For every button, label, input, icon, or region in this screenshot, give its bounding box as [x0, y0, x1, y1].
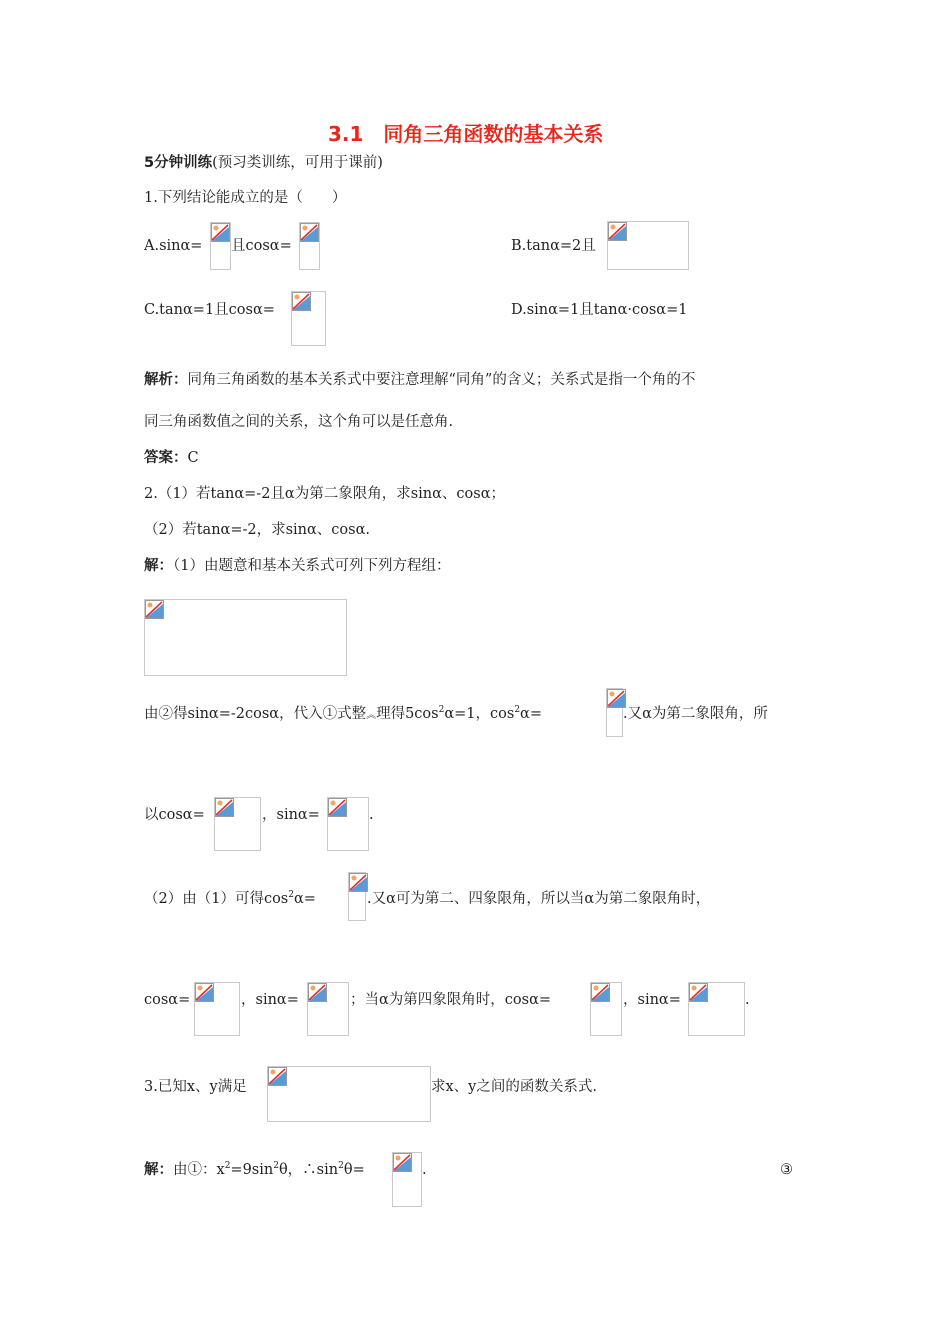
solution-label: 解： [144, 558, 173, 574]
solution-line-4d: ，sinα= [623, 992, 681, 1008]
text: （2）由（1）可得cos [144, 891, 289, 907]
option-b-part1: B.tanα=2且 [511, 238, 596, 254]
solution-3-label: 解： [144, 1162, 173, 1178]
section-heading [144, 153, 383, 173]
solution-3-end: . [422, 1162, 427, 1178]
option-c-part1: C.tanα=1且cosα= [144, 302, 275, 318]
solution-line-1 [144, 704, 542, 726]
broken-image-icon [292, 292, 311, 311]
text: 理得5cos [376, 706, 439, 722]
broken-image-icon [195, 983, 214, 1002]
broken-image-icon [591, 983, 610, 1002]
text: θ= [343, 1162, 365, 1178]
formula-image [194, 982, 240, 1036]
solution-line-1-end: .又α为第二象限角，所 [623, 706, 768, 722]
formula-image [606, 688, 623, 737]
broken-image-icon [608, 222, 627, 241]
section-label: 5分钟训练 [144, 155, 213, 171]
question-2-part-2: （2）若tanα=-2，求sinα、cosα. [144, 522, 371, 538]
formula-image [214, 797, 261, 851]
formula-image [291, 291, 326, 346]
broken-image-icon [211, 223, 230, 242]
broken-image-icon [349, 873, 368, 892]
solution-line-4b: ，sinα= [241, 992, 299, 1008]
equation-number: ③ [780, 1162, 793, 1178]
solution-line-4c: ；当α为第四象限角时，cosα= [350, 992, 552, 1008]
formula-image [327, 797, 369, 851]
broken-image-icon [300, 223, 319, 242]
formula-image [210, 222, 231, 270]
analysis-line-1 [144, 370, 695, 390]
superscript: 2 [438, 705, 445, 716]
solution-intro-text: （1）由题意和基本关系式可列下列方程组： [173, 558, 451, 574]
broken-image-icon [689, 983, 708, 1002]
option-d: D.sinα=1且tanα·cosα=1 [511, 302, 688, 318]
formula-image [299, 222, 320, 270]
section-note: (预习类训练，可用于课前) [212, 155, 383, 171]
solution-line-4a: cosα= [144, 992, 191, 1008]
text: =9sin [230, 1162, 274, 1178]
broken-image-icon [308, 983, 327, 1002]
glyph: ︽ [366, 710, 377, 721]
superscript: 2 [273, 1161, 279, 1172]
superscript: 2 [338, 1161, 344, 1172]
broken-image-icon [215, 798, 234, 817]
text: α= [520, 706, 542, 722]
text: 由②得sinα=-2cosα，代入①式整 [144, 706, 367, 722]
solution-3-line [144, 1160, 365, 1180]
answer-label: 答案： [144, 450, 188, 466]
formula-image [688, 982, 745, 1036]
broken-image-icon [268, 1067, 287, 1086]
superscript: 2 [224, 1161, 231, 1172]
formula-image [348, 872, 366, 921]
text: α=1，cos [444, 706, 515, 722]
superscript: 2 [288, 890, 294, 901]
formula-image [392, 1152, 422, 1207]
solution-intro [144, 556, 450, 576]
answer-value: C [187, 450, 199, 466]
formula-image [590, 982, 622, 1036]
broken-image-icon [145, 600, 164, 619]
solution-line-2c: . [369, 807, 374, 823]
text: θ，∴sin [278, 1162, 339, 1178]
text: 由①：x [173, 1162, 225, 1178]
question-3-part-2: 求x、y之间的函数关系式. [431, 1079, 597, 1095]
question-1-stem: 1.下列结论能成立的是（ ） [144, 190, 347, 206]
page-title: 3.1 同角三角函数的基本关系 [328, 122, 604, 146]
solution-line-3-end: .又α可为第二、四象限角，所以当α为第二象限角时， [367, 891, 711, 907]
solution-line-2b: ，sinα= [262, 807, 320, 823]
analysis-label: 解析： [144, 372, 188, 388]
question-2-part-1: 2.（1）若tanα=-2且α为第二象限角，求sinα、cosα； [144, 486, 506, 502]
equation-system-image [144, 599, 347, 676]
text: α= [293, 891, 316, 907]
solution-line-4e: . [745, 992, 750, 1008]
broken-image-icon [393, 1153, 412, 1172]
analysis-text-1: 同角三角函数的基本关系式中要注意理解“同角”的含义；关系式是指一个角的不 [187, 372, 696, 388]
option-a-part2: 且cosα= [231, 238, 292, 254]
superscript: 2 [514, 705, 521, 716]
option-a-part1: A.sinα= [144, 238, 203, 254]
broken-image-icon [328, 798, 347, 817]
solution-line-2a: 以cosα= [144, 807, 205, 823]
analysis-line-2: 同三角函数值之间的关系，这个角可以是任意角. [144, 414, 454, 430]
answer-line [144, 448, 199, 468]
formula-image [267, 1066, 431, 1122]
question-3-part-1: 3.已知x、y满足 [144, 1079, 247, 1095]
formula-image [307, 982, 349, 1036]
solution-line-3 [144, 889, 316, 909]
formula-image [607, 221, 689, 270]
